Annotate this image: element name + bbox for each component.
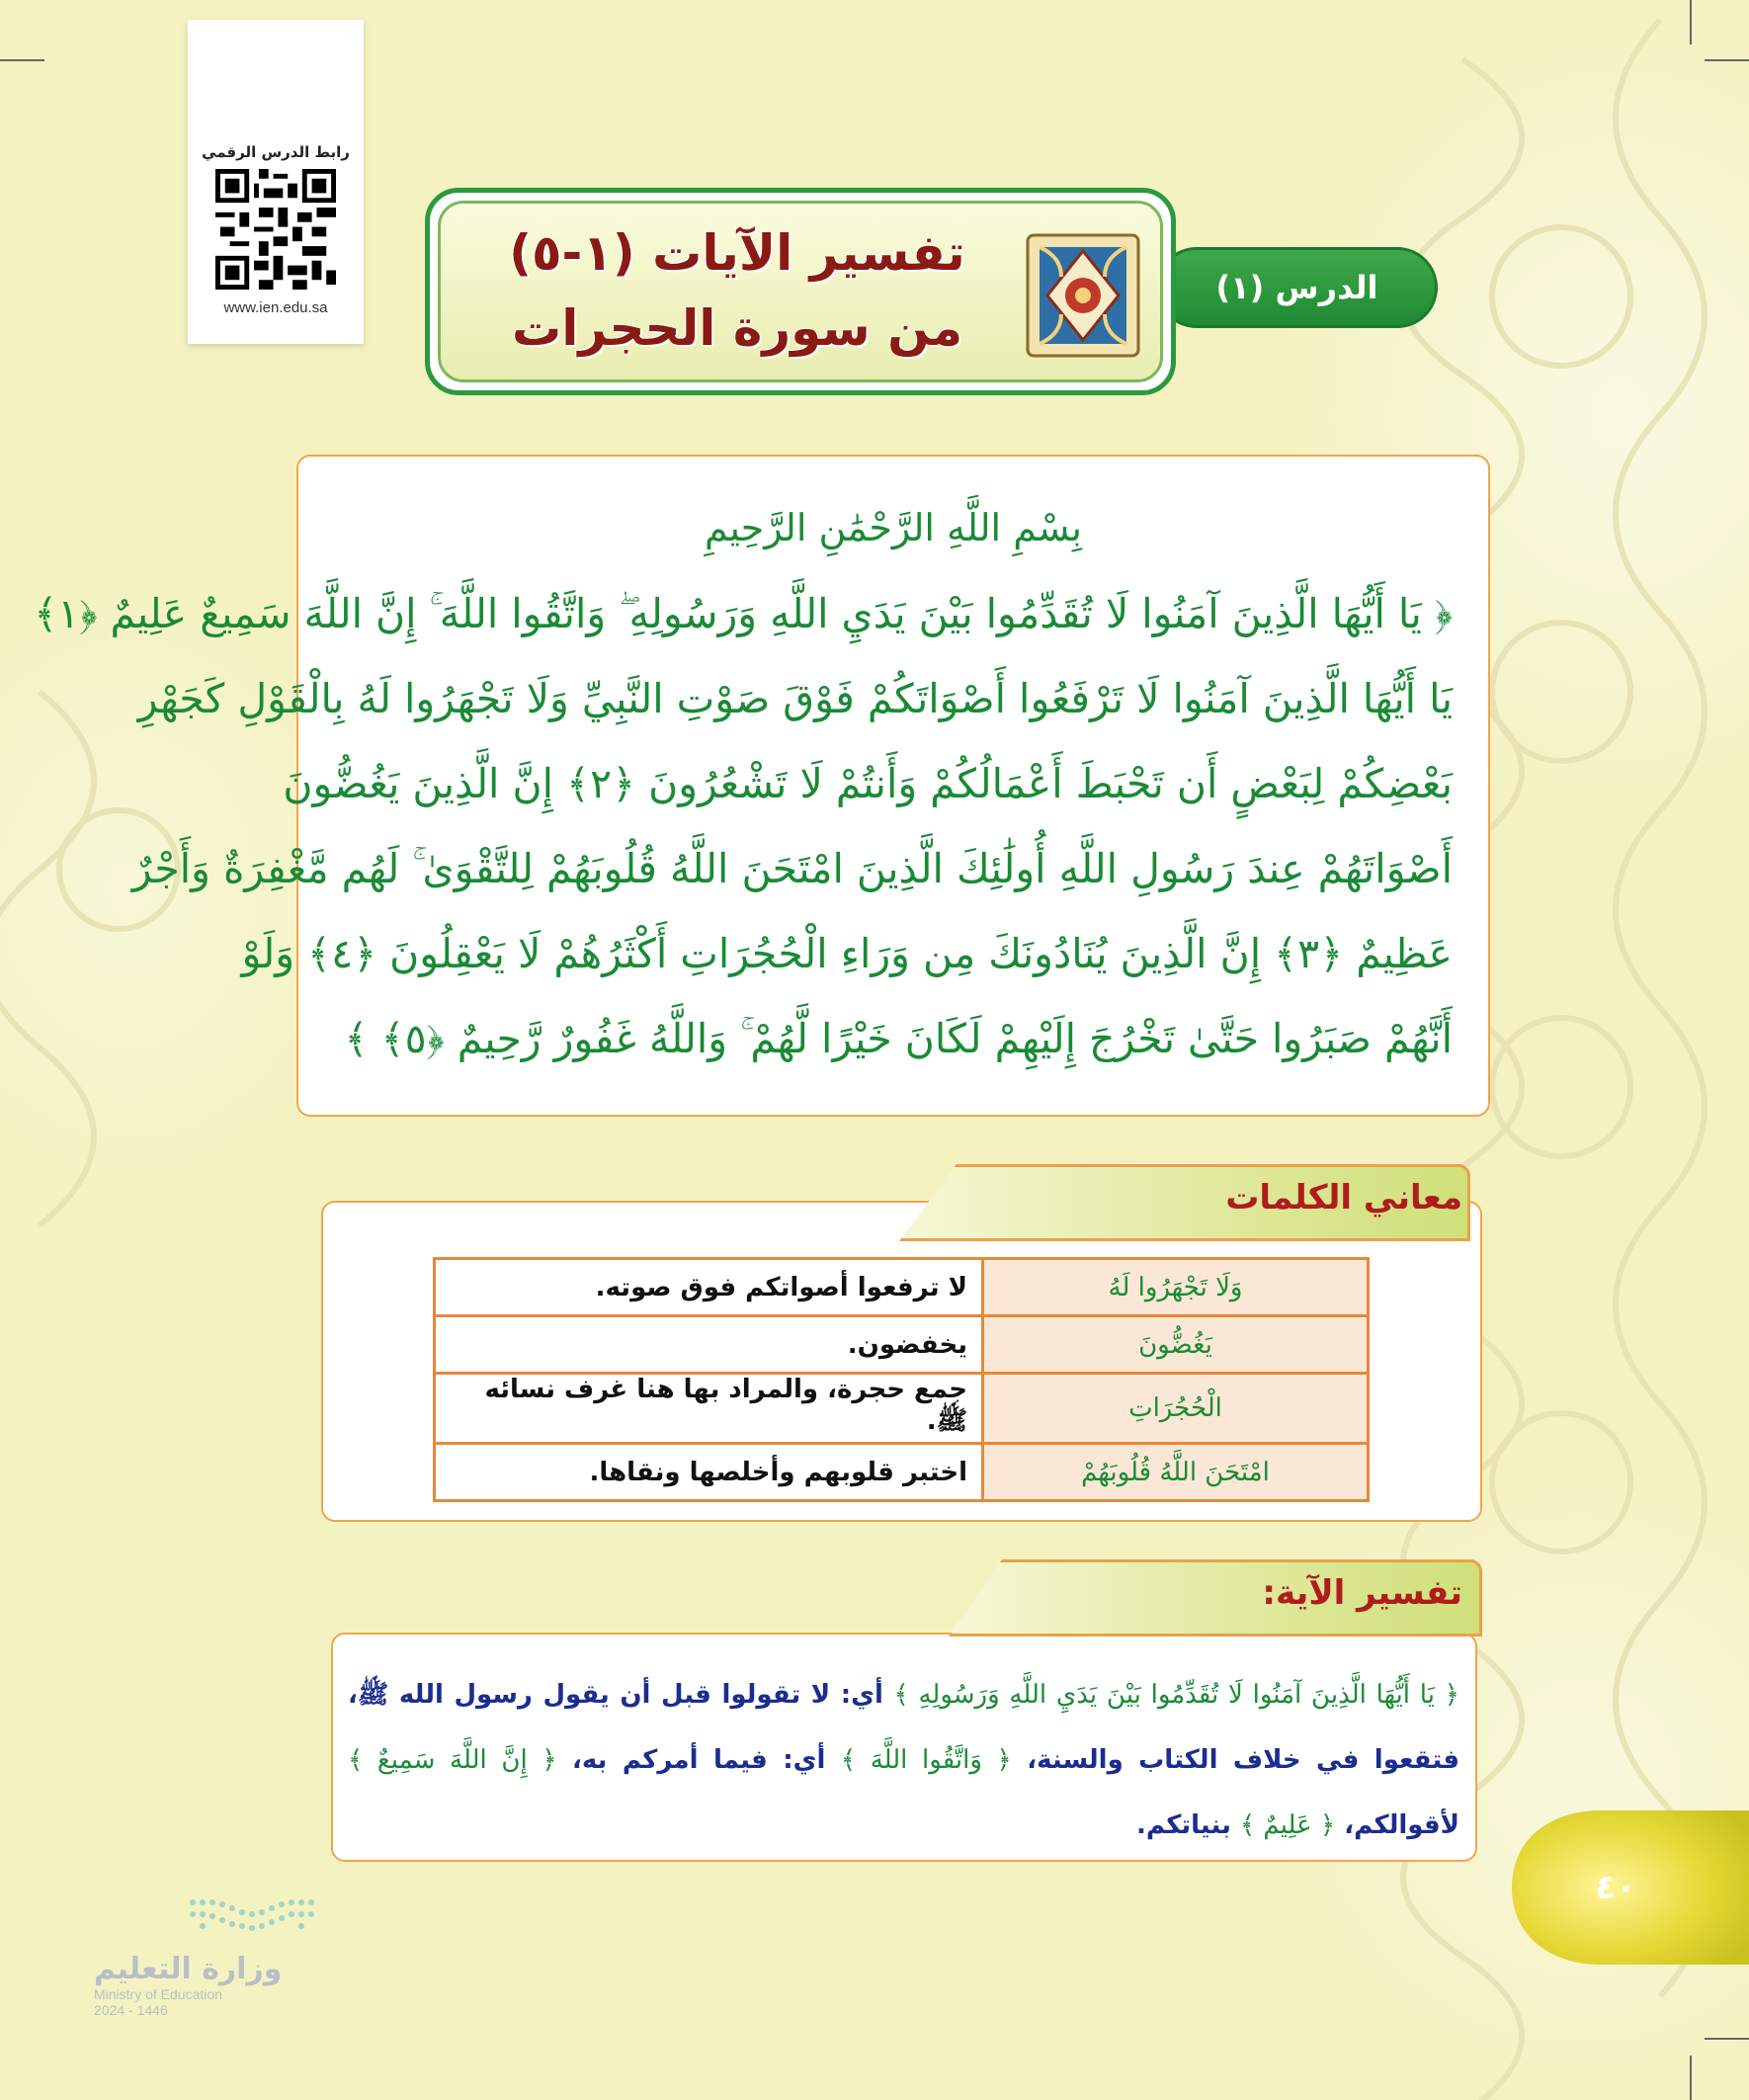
vocab-word: الْحُجُرَاتِ (983, 1374, 1369, 1444)
islamic-tile-icon (1024, 231, 1142, 360)
table-row (435, 1259, 1369, 1316)
vocab-meaning: يخفضون. (435, 1316, 983, 1374)
crop-mark (1705, 59, 1749, 61)
vocab-word: وَلَا تَجْهَرُوا لَهُ (983, 1259, 1369, 1316)
qr-url[interactable]: www.ien.edu.sa (223, 299, 328, 316)
title-line-1: تفسير الآيات (١-٥) (509, 224, 965, 282)
tafsir-text-segment: أي: لا تقولوا قبل أن يقول رسول الله ﷺ، فتقعوا في خلاف الكتاب والسنة، (348, 1680, 1460, 1775)
tafsir-section-title: تفسير الآية: (1262, 1573, 1462, 1613)
verse-line: عَظِيمٌ ﴿٣﴾ إِنَّ الَّذِينَ يُنَادُونَكَ مِن وَرَاءِ الْحُجُرَاتِ أَكْثَرُهُمْ لَا يَعْقِلُونَ ﴿٤﴾ وَلَوْ (241, 930, 1453, 977)
verse-line: أَنَّهُمْ صَبَرُوا حَتَّىٰ تَخْرُجَ إِلَيْهِمْ لَكَانَ خَيْرًا لَّهُمْ ۚ وَاللَّهُ غَفُورٌ رَّحِيمٌ ﴿٥﴾ ﴾ (344, 1015, 1453, 1062)
table-row (435, 1444, 1369, 1501)
ministry-dots-icon (183, 1892, 331, 1942)
vocab-section-title: معاني الكلمات (1225, 1178, 1462, 1218)
ministry-name-en: Ministry of Education (94, 1986, 222, 2002)
crop-mark (1690, 2056, 1692, 2100)
table-row (435, 1374, 1369, 1444)
page-number: ٤٠ (1595, 1868, 1636, 1907)
ministry-name-ar: وزارة التعليم (94, 1952, 283, 1986)
crop-mark (0, 59, 44, 61)
lesson-number-badge: الدرس (١) (1156, 247, 1438, 328)
verse-line: ﴿ يَا أَيُّهَا الَّذِينَ آمَنُوا لَا تُقَدِّمُوا بَيْنَ يَدَيِ اللَّهِ وَرَسُولِهِ ۖ وَاتَّقُوا اللَّهَ ۚ إِنَّ اللَّهَ سَمِيعٌ عَلِيمٌ ﴿١﴾ (34, 590, 1453, 637)
vocab-word: يَغُضُّونَ (983, 1316, 1369, 1374)
verse-line: بَعْضِكُمْ لِبَعْضٍ أَن تَحْبَطَ أَعْمَالُكُمْ وَأَنتُمْ لَا تَشْعُرُونَ ﴿٢﴾ إِنَّ الَّذِينَ يَغُضُّونَ (283, 760, 1453, 807)
ministry-logo (94, 1892, 331, 2018)
crop-mark (1690, 0, 1692, 44)
vocab-table (433, 1257, 1370, 1502)
title-line-2: من سورة الحجرات (511, 299, 963, 357)
qr-label: رابط الدرس الرقمي (202, 143, 350, 161)
qr-code-card[interactable] (188, 20, 364, 344)
quran-verses-box (34, 455, 1490, 1117)
verse-line: يَا أَيُّهَا الَّذِينَ آمَنُوا لَا تَرْفَعُوا أَصْوَاتَكُمْ فَوْقَ صَوْتِ النَّبِيِّ وَلَا تَجْهَرُوا لَهُ بِالْقَوْلِ كَجَهْرِ (137, 675, 1453, 722)
quran-quote: ﴿ يَا أَيُّهَا الَّذِينَ آمَنُوا لَا تُقَدِّمُوا بَيْنَ يَدَيِ اللَّهِ وَرَسُولِهِ ﴾ (893, 1680, 1459, 1710)
tafsir-text-segment: لأقوالكم، (1335, 1810, 1459, 1840)
vocab-meaning: اختبر قلوبهم وأخلصها ونقاها. (435, 1444, 983, 1501)
lesson-title-banner (425, 188, 1176, 395)
crop-mark (1705, 2038, 1749, 2040)
quran-quote: ﴿ إِنَّ اللَّهَ سَمِيعٌ ﴾ (348, 1745, 557, 1775)
edition-year: 2024 - 1446 (94, 2002, 168, 2018)
tafsir-text-segment: بنياتكم. (1135, 1810, 1240, 1840)
qr-code-icon[interactable] (215, 169, 336, 290)
vocab-meaning: جمع حجرة، والمراد بها هنا غرف نسائه ﷺ. (435, 1374, 983, 1444)
page-title (470, 215, 1004, 366)
vocab-meaning: لا ترفعوا أصواتكم فوق صوته. (435, 1259, 983, 1316)
tafsir-paragraph (348, 1662, 1459, 1858)
quran-quote: ﴿ عَلِيمٌ ﴾ (1239, 1810, 1336, 1840)
vocab-word: امْتَحَنَ اللَّهُ قُلُوبَهُمْ (983, 1444, 1369, 1501)
quran-quote: ﴿ وَاتَّقُوا اللَّهَ ﴾ (840, 1745, 1012, 1775)
table-row (435, 1316, 1369, 1374)
tafsir-text-segment: أي: فيما أمركم به، (556, 1745, 841, 1775)
verse-line: أَصْوَاتَهُمْ عِندَ رَسُولِ اللَّهِ أُولَٰئِكَ الَّذِينَ امْتَحَنَ اللَّهُ قُلُوبَهُمْ لِلتَّقْوَىٰ ۚ لَهُم مَّغْفِرَةٌ وَأَجْرٌ (131, 845, 1453, 892)
basmala: بِسْمِ اللَّهِ الرَّحْمَٰنِ الرَّحِيمِ (705, 506, 1082, 549)
